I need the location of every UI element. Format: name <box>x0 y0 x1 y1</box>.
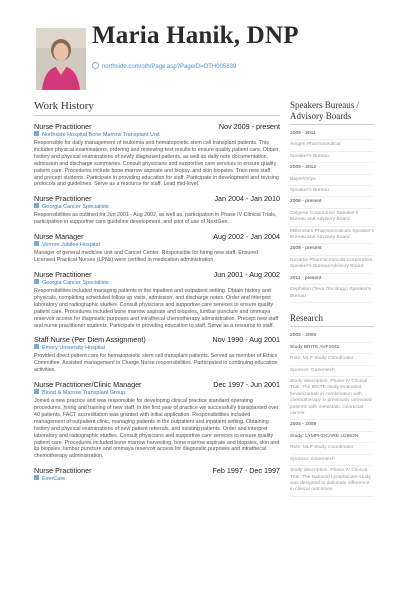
job-title: Nurse Practitioner <box>34 194 92 204</box>
speakers-bureau-item: Celgene Corporation Speaker's Bureau and Advisory Board <box>290 209 374 227</box>
job-title: Nurse Manager <box>34 232 84 242</box>
speakers-bureau-item: Amgen Pharmaceutical <box>290 140 374 151</box>
job-company: Northside Hospital Bone Marrow Transplant Unit <box>42 132 160 138</box>
speakers-bureau-item: Speaker's Bureau <box>290 152 374 163</box>
job-title: Nurse Practitioner <box>34 269 92 279</box>
job-description: Responsibilities as outlined for Jun 2001 - Aug 2002, as well as, participation in Phase IV Clinical Trials, participation in supportive care guideline development, and pilot of use of NextGen. <box>34 212 277 226</box>
job-title: Nurse Practitioner <box>34 122 92 131</box>
job-header <box>34 466 280 475</box>
job-title: Nurse Practitioner/Clinic Manager <box>34 380 142 390</box>
speakers-bureaus-title: Speakers Bureaus / Advisory Boards <box>290 100 374 125</box>
research-title: Research <box>290 313 374 328</box>
job-company: Emory University Hospital <box>42 345 105 352</box>
job-list <box>34 122 280 483</box>
profile-photo-image <box>36 28 86 90</box>
job-title: Nurse Practitioner <box>34 466 92 476</box>
research-item: Role: MLP Study Coordinator <box>290 443 374 454</box>
job-entry <box>34 232 280 264</box>
research-item: Role: MLP Study Coordinator <box>290 354 374 365</box>
job-entry <box>34 270 280 329</box>
job-dates: Dec 1997 - Jun 2001 <box>213 380 280 390</box>
research-item: Study BRITE AVF2941 <box>290 343 374 354</box>
job-dates: Nov 1990 - Aug 2001 <box>212 335 280 345</box>
job-description: Manager of general medicine unit and Cancer Center. Responsible for hiring new staff. Ensured Licensed Practical Nurses (LPNs) were certified in medication administration. <box>34 250 258 264</box>
job-description: Provided direct patient care for hematopoietic stem cell transplant patients. Served as member of Ethics Committee. Assisted management in Charge Nurse responsibilities. Participated in continuing education activities. <box>34 353 278 374</box>
job-description: Responsibilities included managing patients in the inpatient and outpatient setting. Obtain history and physicals, completing scheduled follow up visits, admission, and discharge notes. Order and interpret laboratory and radiographic studies. Consult physicians and supportive care services to ensure quality patient care. Procedures included bone marrow aspirate and biopsies, lumbar puncture and ommaya reservoir access for diagnostic purposes and intrathecal chemotherapy administration. Precept new staff and nurse practitioner students. Participate in providing education to staff. Serve as a resource to staff. <box>34 287 279 329</box>
job-entry <box>34 194 280 226</box>
research-item: Study description: Phase IV Clinical Trial. The BRiTE study evaluated bevacizumab in combination with chemotherapy in previously untreated patients with metastatic colorectal cancer <box>290 377 374 420</box>
building-icon <box>34 131 39 136</box>
job-entry <box>34 380 280 460</box>
job-company-link[interactable] <box>34 344 280 352</box>
job-company: Georgia Cancer Specialists <box>42 279 109 286</box>
speakers-bureau-item: Cephalon (Teva Oncology) Speaker's Bureau <box>290 285 374 303</box>
job-header <box>34 232 280 241</box>
research-item: Sponsor: Genentech <box>290 366 374 377</box>
profile-link[interactable] <box>92 62 236 70</box>
job-header <box>34 335 280 344</box>
job-company: EverCare <box>42 476 66 483</box>
speakers-bureau-item: Novartis Pharmaceuticals Corporation Speaker's Bureau/Advisory Board <box>290 256 374 274</box>
job-header <box>34 194 280 203</box>
job-company-link[interactable] <box>34 279 280 287</box>
person-name: Maria Hanik, DNP <box>92 22 299 49</box>
job-title: Staff Nurse (Per Diem Assignment) <box>34 335 146 345</box>
job-entry <box>34 122 280 188</box>
building-icon <box>34 279 39 284</box>
globe-icon <box>92 62 99 69</box>
research-item: 2004 - 2009 <box>290 331 374 342</box>
speakers-bureau-item: 2006 - present <box>290 197 374 208</box>
research-list <box>290 331 374 496</box>
job-company-link[interactable] <box>34 241 280 249</box>
job-company: Georgia Cancer Specialists <box>42 204 109 211</box>
job-dates: Jun 2001 - Aug 2002 <box>213 269 280 279</box>
job-dates: Aug 2002 - Jan 2004 <box>213 232 280 242</box>
job-dates: Nov 2009 - present <box>218 122 280 131</box>
job-company-link[interactable] <box>34 475 280 483</box>
building-icon <box>34 241 39 246</box>
speakers-bureaus-list <box>290 129 374 303</box>
building-icon <box>34 389 39 394</box>
building-icon <box>34 344 39 349</box>
speakers-bureau-item: Bayer/Onyx <box>290 175 374 186</box>
job-header <box>34 122 280 131</box>
job-company-link[interactable] <box>34 131 280 139</box>
profile-link-text: northside.com/oth/Page.asp?PageID=OTH005839 <box>102 64 237 70</box>
job-header <box>34 380 280 389</box>
job-company: Blood & Marrow Transplant Group <box>42 390 126 397</box>
building-icon <box>34 203 39 208</box>
job-dates: Feb 1997 - Dec 1997 <box>212 466 280 476</box>
speakers-bureau-item: 2009 - 2012 <box>290 163 374 174</box>
job-entry <box>34 466 280 483</box>
research-item: Sponsor: Genentech <box>290 455 374 466</box>
research-item: Study description: Phase IV Clinical Trial. The National Lymphocare study was designed to delineate difference in clinical outcomes <box>290 466 374 497</box>
job-header <box>34 270 280 279</box>
job-company-link[interactable] <box>34 389 280 397</box>
job-company-link[interactable] <box>34 203 280 211</box>
building-icon <box>34 475 39 480</box>
work-history-title: Work History <box>34 100 280 116</box>
work-history-section <box>34 100 280 489</box>
sidebar <box>290 100 374 497</box>
profile-header <box>0 0 400 96</box>
speakers-bureau-item: 2009 - 2011 <box>290 129 374 140</box>
profile-photo <box>36 28 86 90</box>
research-item: Study: LYMPHOCARE U2962N <box>290 432 374 443</box>
job-dates: Jan 2004 - Jan 2010 <box>214 194 280 204</box>
job-entry <box>34 335 280 374</box>
speakers-bureau-item: Speaker's Bureau <box>290 186 374 197</box>
job-company: Vernon Jubilee Hospital <box>42 242 100 249</box>
job-description: Responsible for daily management of leukemia and hematopoietic stem cell transplant patients. This includes physical examinations, ordering and reviewing test results to ensure quality patient care. Obtain history and physical examinations of newly diagnosed patients, as well as daily note documentation, admission and discharge summaries. Consult physicians and supportive care services to ensure quality patient care. Procedures include bone marrow aspirate and biopsy, and skin biopsies. Train new staff and precept students. Participate in providing education for staff. Participate in development and revising protocols and guidelines. Serve as a resource for staff. Lead mid-level. <box>34 140 279 188</box>
job-description: Joined a new practice and was responsible for developing clinical practice standard operating procedures, hiring and training of new staff. In the first year of practice we successfully transplanted over 40 patients. FACT accreditation was granted with initial application. Responsibilities included management of outpatient clinic, managing patients in the outpatient and inpatient setting. Obtaining history and physical examinations of new patient referrals, and existing patients. Order and interpret laboratory and radiographic studies. Consult physicians and supportive care services to ensure quality patient care. Procedures included bone marrow harvesting, bone marrow aspirate and biopsies, skin and lip biopsies, lumbar puncture and ommaya reservoir access for diagnostic purposes and intrathecal chemotherapy administration. <box>34 398 280 460</box>
speakers-bureau-item: 2009 - present <box>290 244 374 255</box>
speakers-bureau-item: Millennium Pharmaceuticals Speaker's Bureau and Advisory Board <box>290 227 374 245</box>
speakers-bureau-item: 2011 - present <box>290 274 374 285</box>
research-item: 2004 - 2009 <box>290 420 374 431</box>
